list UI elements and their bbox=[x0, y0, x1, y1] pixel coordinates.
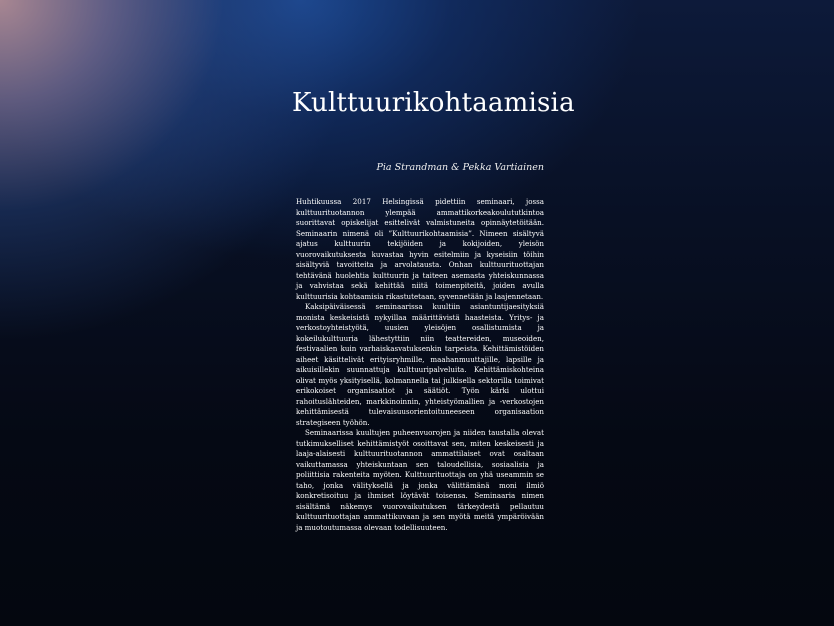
body-paragraph: Huhtikuussa 2017 Helsingissä pidettiin seminaari, jossa kulttuurituotannon ylempää ammattikorkeakoulututkintoa suorittavat opiskelijat esittelivät valmistuneita opinnäytetöitään. Seminaarin nimenä oli ”Kulttuurikohtaamisia”. Nimeen sisältyvä ajatus kulttuurin tekijöiden ja kokijoiden, yleisön vuorovaikutuksesta kuvastaa hyvin esitelmiin ja kyseisiin töihin sisältyviä tavoitteita ja arvolatausta. Onhan kulttuurituottajan tehtävänä huolehtia kulttuurin ja taiteen asemasta yhteiskunnassa ja vahvistaa sekä kehittää niitä toimenpiteitä, joiden avulla kulttuurisia kohtaamisia rikastutetaan, syvennetään ja laajennetaan. bbox=[296, 197, 544, 301]
article-title: Kulttuurikohtaamisia bbox=[292, 88, 575, 118]
article-body bbox=[296, 197, 544, 533]
body-paragraph: Seminaarissa kuultujen puheenvuorojen ja niiden taustalla olevat tutkimukselliset kehittämistyöt osoittavat sen, miten keskeisesti ja laaja-alaisesti kulttuurituotannon ammattilaiset ovat osaltaan vaikuttamassa yhteiskuntaan sen taloudellisia, sosiaalisia ja poliittisia rakenteita myöten. Kulttuurituottaja on yhä useammin se taho, jonka välityksellä ja jonka välittämänä moni ilmiö konkretisoituu ja ihmiset löytävät toisensa. Seminaaria nimen sisältämä näkemys vuorovaikutuksen tärkeydestä pellautuu kulttuurituottajan ammattikuvaan ja sen myötä meitä ympäröivään ja muotoutumassa olevaan todellisuuteen. bbox=[296, 428, 544, 532]
article-authors: Pia Strandman & Pekka Vartiainen bbox=[376, 162, 544, 173]
body-paragraph: Kaksipäiväisessä seminaarissa kuultiin asiantuntijaesityksiä monista keskeisistä nykyillaa määrittävistä haasteista. Yritys- ja verkostoyhteistyötä, uusien yleisöjen osallistumista ja kokeilukulttuuria lähestyttiin niin teattereiden, museoiden, festivaalien kuin varhaiskasvatuksenkin tarpeista. Kehittämistöiden aiheet käsittelivät erityisryhmille, maahanmuuttajille, lapsille ja aikuisillekin suunnattuja kulttuuripalveluita. Kehittämiskohteina olivat myös yksityisellä, kolmannella tai julkisella sektorilla toimivat erikokoiset organisaatiot ja säätiöt. Työn kärki ulottui rahoituslähteiden, markkinoinnin, yhteistyömallien ja -verkostojen kehittämisestä tulevaisuusorientoituneeseen organisaation strategiseen työhön. bbox=[296, 302, 544, 427]
